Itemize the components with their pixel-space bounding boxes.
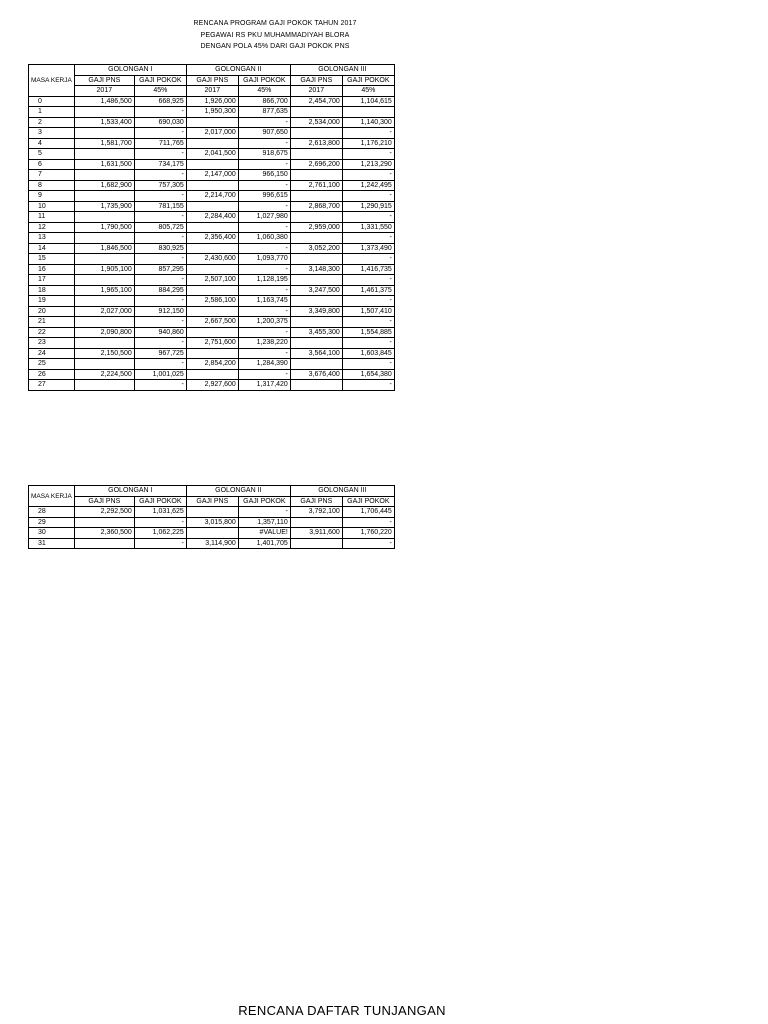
- masa-kerja-cell: 13: [29, 233, 75, 244]
- salary-cell: 1,331,550: [342, 222, 394, 233]
- salary-cell: -: [238, 369, 290, 380]
- table-1-body: [29, 96, 395, 390]
- salary-cell: -: [238, 285, 290, 296]
- table-row: [29, 159, 395, 170]
- salary-cell: [186, 369, 238, 380]
- salary-cell: -: [342, 170, 394, 181]
- salary-cell: [186, 201, 238, 212]
- salary-cell: -: [134, 233, 186, 244]
- salary-cell: 2,284,400: [186, 212, 238, 223]
- salary-cell: -: [238, 201, 290, 212]
- salary-cell: [290, 212, 342, 223]
- table-row: [29, 369, 395, 380]
- title-line-2: PEGAWAI RS PKU MUHAMMADIYAH BLORA: [200, 31, 350, 39]
- salary-cell: 3,247,500: [290, 285, 342, 296]
- gaji-pokok-header: GAJI POKOK: [134, 75, 186, 86]
- salary-cell: 3,792,100: [290, 507, 342, 518]
- salary-cell: 940,860: [134, 327, 186, 338]
- salary-cell: 2,356,400: [186, 233, 238, 244]
- gaji-pokok-header: GAJI POKOK: [238, 75, 290, 86]
- salary-cell: [74, 275, 134, 286]
- table-row: [29, 264, 395, 275]
- salary-cell: 1,905,100: [74, 264, 134, 275]
- golongan-3-header: GOLONGAN III: [290, 486, 394, 497]
- salary-cell: [186, 507, 238, 518]
- salary-cell: 857,295: [134, 264, 186, 275]
- salary-cell: 1,654,380: [342, 369, 394, 380]
- document-titles: [60, 18, 490, 53]
- salary-cell: [186, 138, 238, 149]
- salary-cell: 690,030: [134, 117, 186, 128]
- masa-kerja-cell: 16: [29, 264, 75, 275]
- salary-cell: 1,290,915: [342, 201, 394, 212]
- salary-cell: -: [134, 128, 186, 139]
- salary-cell: 1,706,445: [342, 507, 394, 518]
- salary-cell: 3,052,200: [290, 243, 342, 254]
- salary-cell: [290, 317, 342, 328]
- salary-cell: 2,534,000: [290, 117, 342, 128]
- table-row: [29, 243, 395, 254]
- pct-header: 45%: [134, 86, 186, 97]
- salary-cell: [290, 296, 342, 307]
- masa-kerja-cell: 28: [29, 507, 75, 518]
- masa-kerja-cell: 31: [29, 538, 75, 549]
- salary-cell: -: [342, 149, 394, 160]
- salary-cell: 1,242,495: [342, 180, 394, 191]
- salary-cell: 1,001,025: [134, 369, 186, 380]
- salary-cell: [74, 517, 134, 528]
- salary-cell: -: [342, 275, 394, 286]
- salary-cell: -: [134, 107, 186, 118]
- salary-cell: [186, 348, 238, 359]
- salary-table-2: [28, 485, 395, 549]
- salary-cell: 1,533,400: [74, 117, 134, 128]
- salary-cell: 2,761,100: [290, 180, 342, 191]
- masa-kerja-cell: 3: [29, 128, 75, 139]
- salary-cell: [186, 306, 238, 317]
- salary-cell: 1,760,220: [342, 528, 394, 539]
- table-row: [29, 306, 395, 317]
- salary-cell: 3,564,100: [290, 348, 342, 359]
- salary-cell: -: [342, 517, 394, 528]
- salary-cell: [290, 538, 342, 549]
- salary-cell: 1,401,705: [238, 538, 290, 549]
- salary-cell: [186, 222, 238, 233]
- salary-cell: 1,581,700: [74, 138, 134, 149]
- salary-cell: 2,360,500: [74, 528, 134, 539]
- salary-cell: 996,615: [238, 191, 290, 202]
- salary-cell: -: [238, 264, 290, 275]
- salary-cell: -: [134, 517, 186, 528]
- gaji-pokok-header: GAJI POKOK: [342, 496, 394, 507]
- salary-cell: 2,927,600: [186, 380, 238, 391]
- masa-kerja-cell: 14: [29, 243, 75, 254]
- salary-cell: 1,284,390: [238, 359, 290, 370]
- masa-kerja-cell: 22: [29, 327, 75, 338]
- salary-cell: [290, 359, 342, 370]
- salary-cell: 1,027,980: [238, 212, 290, 223]
- salary-cell: -: [342, 191, 394, 202]
- salary-cell: [186, 285, 238, 296]
- salary-cell: 884,295: [134, 285, 186, 296]
- salary-cell: 1,926,000: [186, 96, 238, 107]
- salary-cell: #VALUE!: [238, 528, 290, 539]
- table-row: [29, 128, 395, 139]
- salary-cell: 2,292,500: [74, 507, 134, 518]
- masa-kerja-cell: 27: [29, 380, 75, 391]
- salary-cell: -: [134, 170, 186, 181]
- salary-cell: 805,725: [134, 222, 186, 233]
- salary-cell: 2,613,800: [290, 138, 342, 149]
- table-row: [29, 233, 395, 244]
- salary-cell: 1,554,885: [342, 327, 394, 338]
- year-header: 2017: [186, 86, 238, 97]
- gaji-pokok-header: GAJI POKOK: [238, 496, 290, 507]
- salary-cell: -: [342, 296, 394, 307]
- salary-cell: 2,214,700: [186, 191, 238, 202]
- salary-cell: 1,416,735: [342, 264, 394, 275]
- salary-cell: 2,667,500: [186, 317, 238, 328]
- golongan-2-header: GOLONGAN II: [186, 65, 290, 76]
- table-row: [29, 149, 395, 160]
- masa-kerja-header: MASA KERJA: [29, 486, 75, 507]
- salary-cell: [186, 159, 238, 170]
- salary-cell: 1,317,420: [238, 380, 290, 391]
- salary-cell: -: [238, 243, 290, 254]
- masa-kerja-cell: 4: [29, 138, 75, 149]
- salary-cell: [290, 191, 342, 202]
- masa-kerja-cell: 24: [29, 348, 75, 359]
- salary-cell: 2,751,600: [186, 338, 238, 349]
- golongan-1-header: GOLONGAN I: [74, 65, 186, 76]
- salary-cell: [74, 212, 134, 223]
- salary-cell: 3,455,300: [290, 327, 342, 338]
- salary-cell: [74, 233, 134, 244]
- salary-cell: -: [342, 338, 394, 349]
- masa-kerja-cell: 6: [29, 159, 75, 170]
- salary-cell: 2,224,500: [74, 369, 134, 380]
- table-row: [29, 138, 395, 149]
- salary-cell: [186, 243, 238, 254]
- salary-cell: 1,104,615: [342, 96, 394, 107]
- salary-cell: 1,128,195: [238, 275, 290, 286]
- salary-cell: 2,090,800: [74, 327, 134, 338]
- salary-cell: [74, 538, 134, 549]
- masa-kerja-cell: 29: [29, 517, 75, 528]
- salary-cell: 2,854,200: [186, 359, 238, 370]
- salary-cell: 2,507,100: [186, 275, 238, 286]
- table-row: [29, 348, 395, 359]
- masa-kerja-cell: 19: [29, 296, 75, 307]
- salary-cell: [74, 128, 134, 139]
- salary-cell: -: [342, 317, 394, 328]
- salary-cell: [74, 149, 134, 160]
- year-header: 2017: [290, 86, 342, 97]
- salary-cell: 1,846,500: [74, 243, 134, 254]
- salary-cell: 1,163,745: [238, 296, 290, 307]
- gaji-pns-header: GAJI PNS: [74, 496, 134, 507]
- table-row: [29, 96, 395, 107]
- salary-cell: -: [134, 275, 186, 286]
- salary-cell: -: [134, 380, 186, 391]
- salary-cell: -: [238, 222, 290, 233]
- salary-cell: -: [238, 180, 290, 191]
- salary-cell: [186, 528, 238, 539]
- masa-kerja-cell: 5: [29, 149, 75, 160]
- salary-cell: [290, 128, 342, 139]
- salary-cell: 1,213,290: [342, 159, 394, 170]
- footer-title: RENCANA DAFTAR TUNJANGAN: [238, 1003, 446, 1018]
- salary-cell: 967,725: [134, 348, 186, 359]
- salary-cell: 1,238,220: [238, 338, 290, 349]
- salary-cell: -: [238, 507, 290, 518]
- salary-cell: -: [342, 359, 394, 370]
- salary-cell: -: [134, 296, 186, 307]
- salary-cell: -: [238, 306, 290, 317]
- salary-cell: [74, 170, 134, 181]
- salary-cell: 830,925: [134, 243, 186, 254]
- salary-cell: [186, 180, 238, 191]
- salary-cell: -: [238, 117, 290, 128]
- gaji-pns-header: GAJI PNS: [290, 75, 342, 86]
- salary-cell: 3,114,900: [186, 538, 238, 549]
- salary-cell: 757,305: [134, 180, 186, 191]
- table-row: [29, 180, 395, 191]
- masa-kerja-cell: 25: [29, 359, 75, 370]
- table-row: [29, 254, 395, 265]
- salary-cell: 3,911,600: [290, 528, 342, 539]
- masa-kerja-cell: 8: [29, 180, 75, 191]
- table-row: [29, 107, 395, 118]
- gaji-pns-header: GAJI PNS: [186, 496, 238, 507]
- masa-kerja-cell: 10: [29, 201, 75, 212]
- salary-cell: [186, 117, 238, 128]
- masa-kerja-cell: 30: [29, 528, 75, 539]
- salary-cell: [186, 327, 238, 338]
- salary-cell: -: [134, 254, 186, 265]
- title-line-3: DENGAN POLA 45% DARI GAJI POKOK PNS: [200, 43, 350, 50]
- masa-kerja-cell: 26: [29, 369, 75, 380]
- salary-cell: 1,200,375: [238, 317, 290, 328]
- gaji-pns-header: GAJI PNS: [290, 496, 342, 507]
- salary-cell: 877,635: [238, 107, 290, 118]
- salary-cell: 3,148,300: [290, 264, 342, 275]
- table-row: [29, 338, 395, 349]
- salary-cell: 2,959,000: [290, 222, 342, 233]
- salary-cell: 1,486,500: [74, 96, 134, 107]
- salary-cell: 3,676,400: [290, 369, 342, 380]
- salary-cell: [290, 275, 342, 286]
- salary-cell: [74, 359, 134, 370]
- salary-cell: 2,150,500: [74, 348, 134, 359]
- salary-cell: 912,150: [134, 306, 186, 317]
- salary-cell: 2,147,000: [186, 170, 238, 181]
- golongan-3-header: GOLONGAN III: [290, 65, 394, 76]
- table-row: [29, 201, 395, 212]
- masa-kerja-cell: 20: [29, 306, 75, 317]
- salary-cell: 1,373,490: [342, 243, 394, 254]
- table-row: [29, 222, 395, 233]
- salary-cell: -: [342, 233, 394, 244]
- table-row: [29, 528, 395, 539]
- salary-cell: 711,765: [134, 138, 186, 149]
- gaji-pns-header: GAJI PNS: [186, 75, 238, 86]
- salary-cell: 1,031,625: [134, 507, 186, 518]
- salary-cell: 1,461,375: [342, 285, 394, 296]
- masa-kerja-header: MASA KERJA: [29, 65, 75, 97]
- masa-kerja-cell: 9: [29, 191, 75, 202]
- salary-cell: 2,041,500: [186, 149, 238, 160]
- salary-cell: [74, 338, 134, 349]
- table-row: [29, 170, 395, 181]
- salary-cell: 1,060,380: [238, 233, 290, 244]
- salary-cell: -: [238, 327, 290, 338]
- table-row: [29, 359, 395, 370]
- table-row: [29, 317, 395, 328]
- golongan-1-header: GOLONGAN I: [74, 486, 186, 497]
- masa-kerja-cell: 15: [29, 254, 75, 265]
- salary-cell: -: [238, 138, 290, 149]
- salary-cell: 1,093,770: [238, 254, 290, 265]
- salary-cell: [290, 233, 342, 244]
- salary-cell: -: [134, 538, 186, 549]
- salary-cell: [290, 517, 342, 528]
- salary-cell: -: [342, 128, 394, 139]
- salary-cell: 668,925: [134, 96, 186, 107]
- table-row: [29, 538, 395, 549]
- masa-kerja-cell: 21: [29, 317, 75, 328]
- salary-cell: [290, 380, 342, 391]
- salary-cell: -: [342, 380, 394, 391]
- table-row: [29, 380, 395, 391]
- salary-cell: [290, 149, 342, 160]
- gaji-pokok-header: GAJI POKOK: [342, 75, 394, 86]
- masa-kerja-cell: 23: [29, 338, 75, 349]
- table-row: [29, 275, 395, 286]
- salary-cell: 1,631,500: [74, 159, 134, 170]
- table-2-body: [29, 507, 395, 549]
- salary-cell: 907,650: [238, 128, 290, 139]
- salary-cell: -: [238, 159, 290, 170]
- salary-cell: -: [134, 212, 186, 223]
- table-row: [29, 327, 395, 338]
- salary-cell: 1,357,110: [238, 517, 290, 528]
- salary-cell: -: [342, 254, 394, 265]
- pct-header: 45%: [238, 86, 290, 97]
- table-row: [29, 191, 395, 202]
- salary-cell: 1,950,300: [186, 107, 238, 118]
- golongan-2-header: GOLONGAN II: [186, 486, 290, 497]
- salary-cell: 2,430,600: [186, 254, 238, 265]
- salary-cell: 2,696,200: [290, 159, 342, 170]
- salary-cell: 918,675: [238, 149, 290, 160]
- salary-cell: [186, 264, 238, 275]
- salary-cell: -: [134, 317, 186, 328]
- salary-cell: [74, 317, 134, 328]
- masa-kerja-cell: 18: [29, 285, 75, 296]
- salary-cell: 734,175: [134, 159, 186, 170]
- salary-cell: [290, 170, 342, 181]
- salary-cell: -: [342, 538, 394, 549]
- salary-cell: -: [238, 348, 290, 359]
- salary-cell: 1,790,500: [74, 222, 134, 233]
- salary-cell: -: [134, 149, 186, 160]
- salary-cell: 3,015,800: [186, 517, 238, 528]
- table-row: [29, 517, 395, 528]
- masa-kerja-cell: 0: [29, 96, 75, 107]
- salary-cell: 2,017,000: [186, 128, 238, 139]
- salary-table-1: [28, 64, 395, 391]
- title-line-1: RENCANA PROGRAM GAJI POKOK TAHUN 2017: [193, 20, 357, 27]
- salary-cell: 966,150: [238, 170, 290, 181]
- salary-cell: -: [134, 191, 186, 202]
- masa-kerja-cell: 7: [29, 170, 75, 181]
- masa-kerja-cell: 11: [29, 212, 75, 223]
- salary-cell: 1,507,410: [342, 306, 394, 317]
- salary-cell: [74, 254, 134, 265]
- salary-cell: 781,155: [134, 201, 186, 212]
- masa-kerja-cell: 2: [29, 117, 75, 128]
- masa-kerja-cell: 1: [29, 107, 75, 118]
- salary-cell: 1,682,900: [74, 180, 134, 191]
- salary-cell: -: [134, 359, 186, 370]
- table-row: [29, 507, 395, 518]
- salary-cell: [74, 191, 134, 202]
- salary-cell: [74, 107, 134, 118]
- salary-cell: 866,700: [238, 96, 290, 107]
- pct-header: 45%: [342, 86, 394, 97]
- salary-cell: 1,062,225: [134, 528, 186, 539]
- gaji-pokok-header: GAJI POKOK: [134, 496, 186, 507]
- salary-cell: [290, 107, 342, 118]
- salary-cell: 2,586,100: [186, 296, 238, 307]
- salary-cell: 1,603,845: [342, 348, 394, 359]
- salary-cell: -: [134, 338, 186, 349]
- salary-cell: [290, 254, 342, 265]
- salary-cell: [74, 380, 134, 391]
- salary-cell: 3,349,800: [290, 306, 342, 317]
- gaji-pns-header: GAJI PNS: [74, 75, 134, 86]
- year-header: 2017: [74, 86, 134, 97]
- salary-cell: 2,454,700: [290, 96, 342, 107]
- salary-cell: 1,965,100: [74, 285, 134, 296]
- table-row: [29, 117, 395, 128]
- salary-cell: 2,868,700: [290, 201, 342, 212]
- table-row: [29, 212, 395, 223]
- salary-cell: 1,176,210: [342, 138, 394, 149]
- salary-cell: 1,735,900: [74, 201, 134, 212]
- salary-cell: [290, 338, 342, 349]
- salary-cell: -: [342, 212, 394, 223]
- masa-kerja-cell: 12: [29, 222, 75, 233]
- salary-cell: 1,140,300: [342, 117, 394, 128]
- salary-cell: 2,027,000: [74, 306, 134, 317]
- masa-kerja-cell: 17: [29, 275, 75, 286]
- table-row: [29, 296, 395, 307]
- table-row: [29, 285, 395, 296]
- salary-cell: [74, 296, 134, 307]
- salary-cell: [342, 107, 394, 118]
